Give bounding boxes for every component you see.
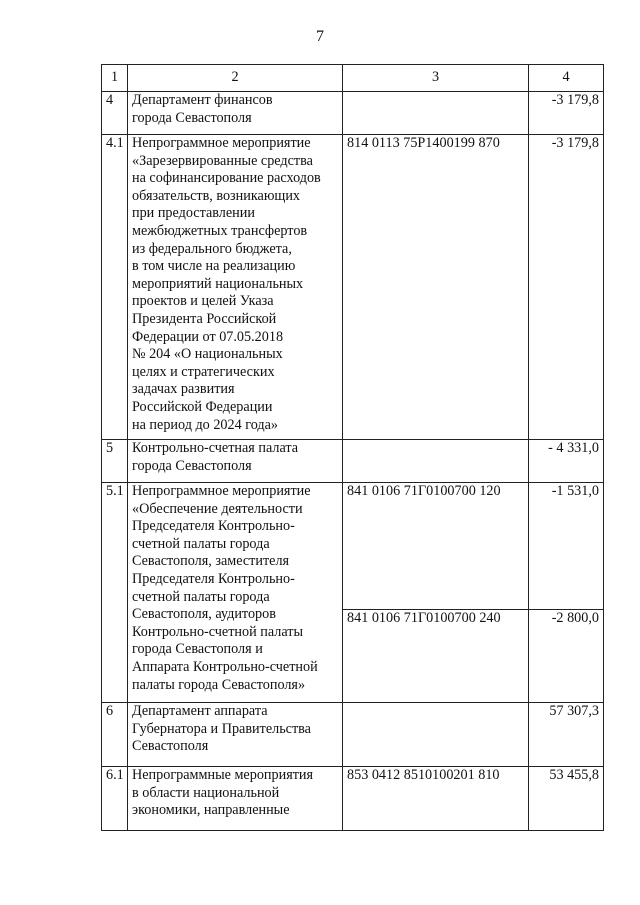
name-line: межбюджетных трансфертов — [132, 222, 308, 239]
header-cell-2: 2 — [128, 65, 343, 92]
row-code: 853 0412 8510100201 810 — [343, 767, 529, 831]
row-number: 5 — [102, 440, 128, 483]
row-amount: - 4 331,0 — [529, 440, 604, 483]
name-line: из федерального бюджета, — [132, 240, 292, 257]
table-row — [102, 767, 604, 831]
table-row — [102, 440, 604, 483]
name-line: целях и стратегических — [132, 363, 275, 380]
name-line: Непрограммные мероприятия — [132, 767, 314, 783]
name-line: в области национальной — [132, 784, 280, 801]
name-line: Департамент аппарата — [132, 703, 268, 719]
name-line: «Зарезервированные средства — [132, 152, 313, 169]
name-line: Контрольно-счетной палаты — [132, 623, 304, 640]
name-line: «Обеспечение деятельности — [132, 500, 303, 517]
name-line: Президента Российской — [132, 310, 277, 327]
table-row — [102, 92, 604, 135]
name-line: обязательств, возникающих — [132, 187, 301, 204]
name-line: в том числе на реализацию — [132, 258, 296, 275]
name-line: Аппарата Контрольно-счетной — [132, 658, 318, 675]
name-line: Севастополя — [132, 738, 209, 755]
header-cell-3: 3 — [343, 65, 529, 92]
row-number: 6.1 — [102, 767, 128, 831]
name-line: Председателя Контрольно- — [132, 518, 295, 535]
header-row — [102, 65, 604, 92]
name-line: на период до 2024 года» — [132, 416, 279, 433]
budget-table — [101, 64, 604, 831]
name-line: № 204 «О национальных — [132, 346, 283, 363]
name-line: города Севастополя и — [132, 641, 263, 658]
name-line: Непрограммное мероприятие — [132, 135, 311, 151]
row-name — [128, 483, 343, 703]
row-amount: -1 531,0 — [529, 483, 604, 610]
table-row — [102, 483, 604, 610]
row-amount: -3 179,8 — [529, 92, 604, 135]
header-cell-4: 4 — [529, 65, 604, 92]
name-line: задачах развития — [132, 381, 235, 398]
name-line: Непрограммное мероприятие — [132, 483, 311, 499]
row-number: 5.1 — [102, 483, 128, 703]
name-line: Федерации от 07.05.2018 — [132, 328, 284, 345]
page-number: 7 — [316, 28, 324, 45]
row-name — [128, 135, 343, 440]
row-amount: -3 179,8 — [529, 135, 604, 440]
name-line: Председателя Контрольно- — [132, 570, 295, 587]
row-code: 814 0113 75Р1400199 870 — [343, 135, 529, 440]
row-amount: -2 800,0 — [529, 610, 604, 703]
name-line: на софинансирование расходов — [132, 170, 321, 187]
name-line: счетной палаты города — [132, 535, 270, 552]
name-line: Российской Федерации — [132, 398, 273, 415]
row-code — [343, 92, 529, 135]
name-line: Севастополя, заместителя — [132, 553, 290, 570]
name-line: палаты города Севастополя» — [132, 676, 306, 693]
name-line: экономики, направленные — [132, 802, 290, 819]
row-code — [343, 440, 529, 483]
name-line: Контрольно-счетная палата — [132, 440, 299, 456]
row-name — [128, 703, 343, 767]
name-line: города Севастополя — [132, 457, 252, 474]
row-code: 841 0106 71Г0100700 240 — [343, 610, 529, 703]
name-line: при предоставлении — [132, 205, 255, 222]
row-amount: 57 307,3 — [529, 703, 604, 767]
table-row — [102, 703, 604, 767]
row-code: 841 0106 71Г0100700 120 — [343, 483, 529, 610]
name-line: счетной палаты города — [132, 588, 270, 605]
row-number: 4 — [102, 92, 128, 135]
name-line: проектов и целей Указа — [132, 293, 274, 310]
name-line: Севастополя, аудиторов — [132, 606, 276, 623]
row-name — [128, 440, 343, 483]
row-name — [128, 767, 343, 831]
row-name — [128, 92, 343, 135]
table-row — [102, 135, 604, 440]
name-line: Губернатора и Правительства — [132, 720, 311, 737]
name-line: города Севастополя — [132, 109, 252, 126]
name-line: мероприятий национальных — [132, 275, 304, 292]
header-cell-1: 1 — [102, 65, 128, 92]
row-code — [343, 703, 529, 767]
row-amount: 53 455,8 — [529, 767, 604, 831]
name-line: Департамент финансов — [132, 92, 273, 108]
row-number: 6 — [102, 703, 128, 767]
row-number: 4.1 — [102, 135, 128, 440]
